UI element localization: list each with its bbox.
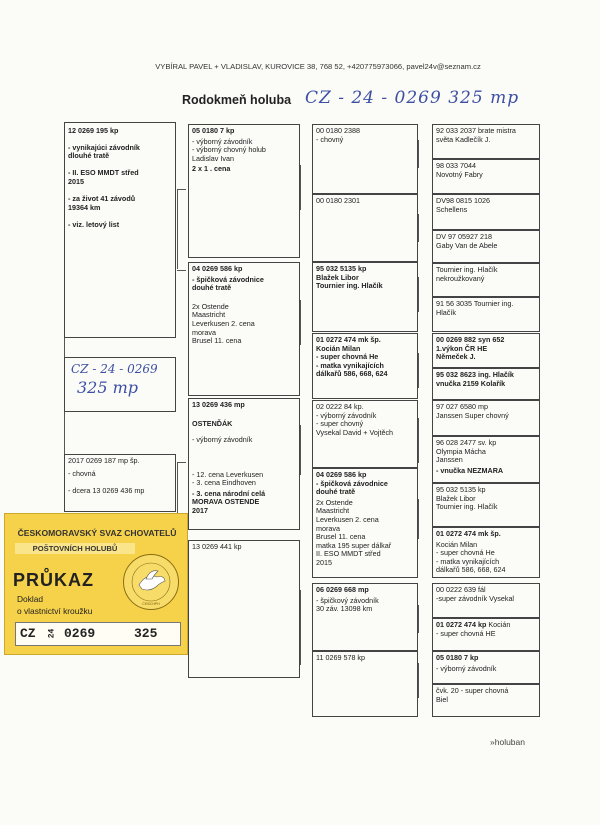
connector (177, 189, 186, 190)
gen3-text: 01 0272 474 mk šp. Kocián Milan - super chovná He - matka vynikajících dálkařů 586, 668, 624 (316, 335, 388, 379)
gen3-text: 95 032 5135 kp Blažek Libor Tournier ing. Hlačík (316, 264, 383, 291)
gen4-text: čvk. 20 - super chovná Biel (436, 686, 509, 704)
connector (177, 462, 186, 463)
gen4-text-bold: - vnučka NEZMARA (436, 465, 504, 475)
dam-notes: - chovná - dcera 13 0269 436 mp (68, 468, 145, 495)
connector (418, 605, 419, 633)
gen4-text: 91 56 3035 Tournier ing. Hlačík (436, 299, 514, 317)
gen2-result: - špičková závodnice douhé tratě (192, 274, 264, 293)
gen4-box-4 (432, 230, 540, 263)
gen3-text: - špičkový závodník 30 záv. 13098 km (316, 595, 379, 614)
connector (418, 140, 419, 168)
gen4-text: 00 0222 639 fál -super závodník Vysekal (436, 585, 515, 603)
gen4-text: Kocián - super chovná HE (436, 620, 511, 638)
gen4-box-10 (432, 436, 540, 483)
gen2-notes: - výborný závodník - výborný chovný holub Ladislav Ivan (192, 136, 266, 163)
card-sub1: Doklad (17, 594, 44, 604)
gen2-result: 2 x 1 . cena (192, 164, 231, 174)
gen4-text: 97 027 6580 mp Janssen Super chovný (436, 402, 509, 420)
card-number: 325 (134, 626, 158, 641)
gen4-text: DV 97 05927 218 Gaby Van de Abele (436, 232, 498, 250)
gen4-text: 96 028 2477 sv. kp Olympia Mácha Janssen (436, 438, 497, 465)
gen4-text: 98 033 7044 Novotný Fabry (436, 161, 483, 179)
gen3-text: 02 0222 84 kp. - výborný závodník - super chovný Vysekal David + Vojtěch (316, 402, 394, 437)
gen4-text-bold: 05 0180 7 kp (436, 653, 479, 662)
connector (177, 189, 178, 269)
connector (300, 165, 301, 210)
card-sub2: o vlastnictví kroužku (17, 606, 93, 616)
connector (418, 663, 419, 698)
subject-notes: - vynikajúci závodník dlouhé tratě - II. ESO MMDT střed 2015 - za život 41 závodů 19364 km - viz. letový list (68, 142, 140, 229)
gen4-line (433, 619, 539, 638)
gen3-box-1 (312, 124, 418, 194)
pigeon-seal-icon (124, 555, 178, 609)
connector (418, 418, 419, 463)
footer-brand (490, 737, 525, 747)
gen4-box-13 (432, 583, 540, 618)
page-title: Rodokmeň holuba (182, 93, 292, 107)
gen3-box-2 (312, 194, 418, 262)
connector (418, 214, 419, 242)
gen4-text-bold: 01 0272 474 mk šp. (436, 529, 501, 538)
gen3-box-7 (312, 583, 418, 651)
dam-box (64, 454, 176, 512)
gen2-ring: 04 0269 586 kp (192, 264, 243, 273)
card-club: 0269 (64, 626, 96, 641)
card-title: PRŮKAZ (13, 570, 94, 590)
gen4-box-3 (432, 194, 540, 230)
gen2-nickname: OSTENĎÁK (192, 418, 233, 428)
gen4-box-16 (432, 684, 540, 717)
gen3-text: 00 0180 2301 (316, 196, 360, 205)
gen3-text: 00 0180 2388 - chovný (316, 126, 360, 144)
gen4-text: Kocián Milan - super chovná He - matka vynikajících dálkařů 586, 668, 624 (436, 539, 506, 575)
connector (418, 353, 419, 388)
gen2-box-4 (188, 540, 300, 678)
gen4-text: Tournier ing. Hlačík nekroužkovaný (436, 265, 498, 283)
card-seal (123, 554, 179, 610)
gen4-text: - výborný závodník (436, 663, 497, 673)
connector (300, 590, 301, 665)
card-country: CZ (20, 626, 36, 641)
connector (64, 412, 65, 454)
gen2-ring: 13 0269 441 kp (192, 542, 242, 551)
card-org-line2: POŠTOVNÍCH HOLUBŮ (15, 543, 135, 554)
hand-ring: CZ - 24 - 0269 (71, 362, 158, 376)
gen3-text-bold: 06 0269 668 mp (316, 585, 369, 594)
gen4-text: 95 032 5135 kp Blažek Libor Tournier ing. Hlačík (436, 485, 498, 512)
gen2-ring: 13 0269 436 mp (192, 400, 245, 409)
gen2-box-1 (188, 124, 300, 258)
gen3-text: 2x Ostende Maastricht Leverkusen 2. cena morava Brusel 11. cena matka 195 super dálkař II. ESO MMDT střed 2015 (316, 497, 392, 567)
gen4-box-9 (432, 400, 540, 436)
gen3-box-8 (312, 651, 418, 717)
subject-handwritten-box (64, 357, 176, 412)
connector (300, 300, 301, 345)
gen4-text-bold: 01 0272 474 kp (436, 620, 487, 629)
brand-mark-icon: » (490, 737, 495, 747)
gen2-box-2 (188, 262, 300, 396)
gen4-text: 92 033 2037 brate mistra světa Kadlečík J. (436, 126, 516, 144)
gen4-text: DV98 0815 1026 Schellens (436, 196, 490, 214)
gen2-result: - 3. cena národní celá MORAVA OSTENDE 2017 (192, 488, 266, 515)
gen4-box-7 (432, 333, 540, 368)
connector (418, 277, 419, 312)
connector (300, 425, 301, 475)
gen4-box-6 (432, 297, 540, 332)
connector (418, 499, 419, 539)
gen3-text-bold: 04 0269 586 kp - špičková závodnice douhé tratě (316, 470, 388, 497)
gen2-notes: - výborný závodník - 12. cena Leverkusen - 3. cena Eindhoven (192, 435, 264, 488)
card-ring-field (15, 622, 181, 646)
dam-ring: 2017 0269 187 mp šp. (68, 456, 140, 465)
handwritten-ring: CZ - 24 - 0269 325 mp (305, 88, 520, 108)
gen3-box-6 (312, 468, 418, 578)
card-org-line1: ČESKOMORAVSKÝ SVAZ CHOVATELŮ (17, 528, 177, 538)
subject-ring: 12 0269 195 kp (68, 126, 119, 135)
gen4-box-11 (432, 483, 540, 527)
gen4-box-15 (432, 651, 540, 684)
gen3-box-4 (312, 333, 418, 399)
gen3-text: 11 0269 578 kp (316, 653, 366, 662)
gen2-notes: 2x Ostende Maastricht Leverkusen 2. cena morava Brusel 11. cena (192, 301, 255, 346)
gen4-box-14 (432, 618, 540, 651)
gen2-ring: 05 0180 7 kp (192, 126, 235, 135)
gen4-text: 95 032 8623 ing. Hlačík vnučka 2159 Kolařík (436, 370, 514, 388)
gen2-box-3 (188, 398, 300, 530)
card-year: 24 (47, 628, 57, 639)
subject-box (64, 122, 176, 338)
gen4-box-8 (432, 368, 540, 400)
connector (177, 270, 186, 271)
gen4-box-1 (432, 124, 540, 159)
gen4-text: 00 0269 882 syn 652 1.výkon ČR HE Němeček J. (436, 335, 505, 362)
breeder-contact: VYBÍRAL PAVEL + VLADISLAV, KUROVICE 38, 768 52, +420775973066, pavel24v@seznam.cz (155, 62, 481, 71)
gen4-box-5 (432, 263, 540, 297)
gen3-box-5 (312, 400, 418, 468)
gen4-box-12 (432, 527, 540, 578)
hand-number: 325 mp (77, 378, 139, 397)
gen4-box-2 (432, 159, 540, 194)
gen3-box-3 (312, 262, 418, 332)
footer-brand-text: holuban (494, 737, 525, 747)
seal-text: ČMSCHPH (142, 602, 160, 606)
ring-certificate-card (4, 513, 188, 655)
